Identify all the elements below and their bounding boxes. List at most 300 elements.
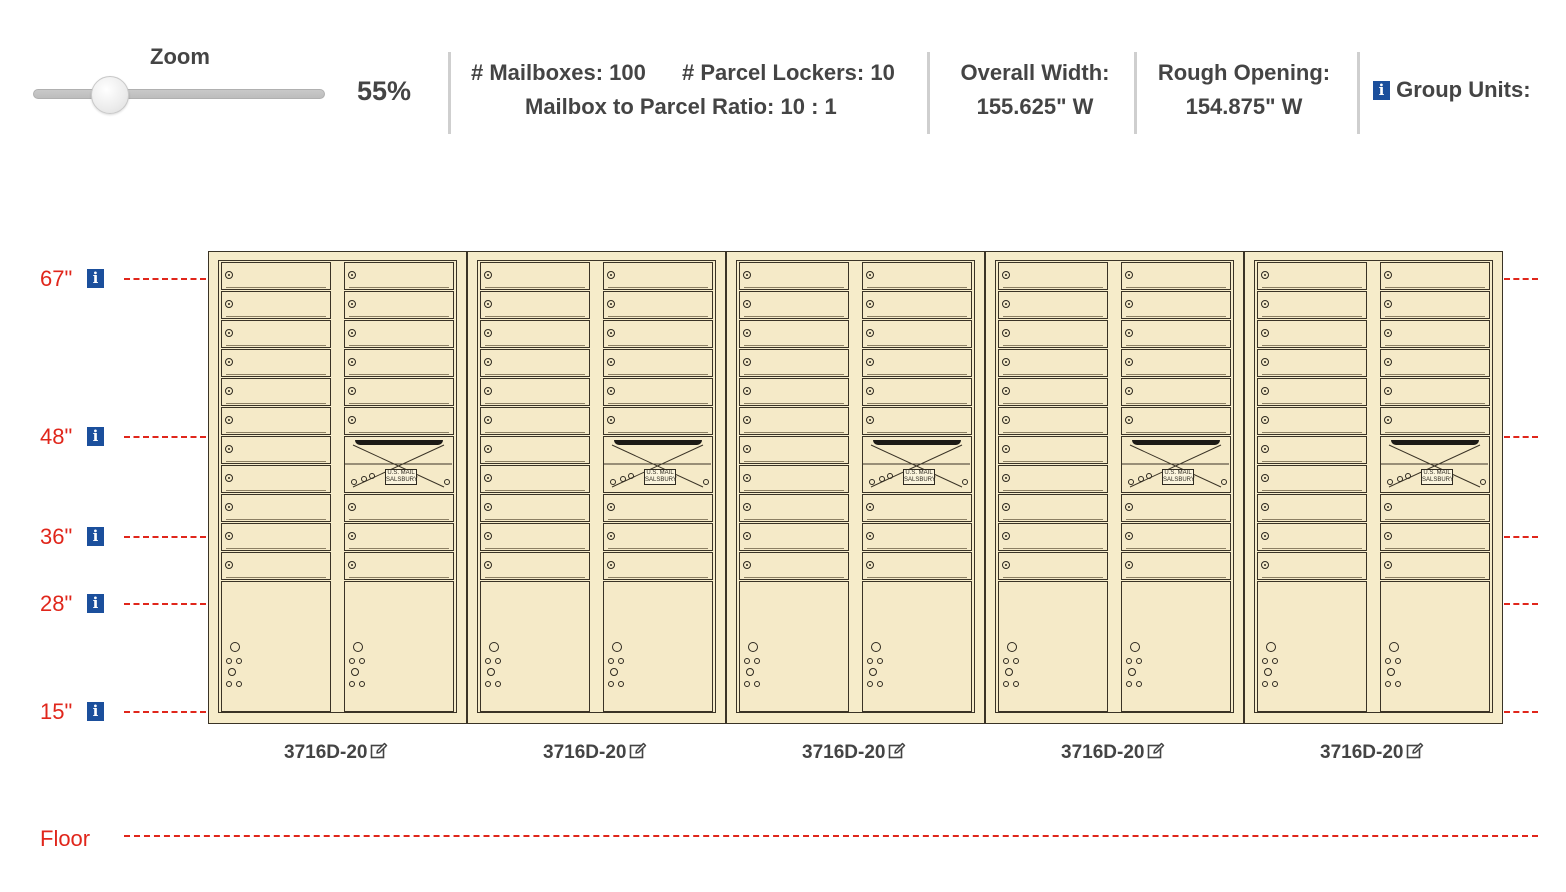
lock-icon (869, 668, 877, 676)
mailbox-door[interactable] (998, 552, 1108, 580)
mailbox-door[interactable] (1257, 494, 1367, 522)
mailbox-door[interactable] (998, 523, 1108, 551)
rivet-icon (1126, 681, 1132, 687)
mailbox-door[interactable] (1380, 494, 1490, 522)
mailbox-door[interactable] (739, 552, 849, 580)
header-divider (448, 52, 451, 134)
rivet-icon (1387, 479, 1393, 485)
lock-icon (1384, 416, 1392, 424)
rivet-icon (744, 681, 750, 687)
rivet-icon (1146, 473, 1152, 479)
mailbox-door[interactable] (1257, 552, 1367, 580)
mailbox-door[interactable] (998, 465, 1108, 493)
mailbox-door[interactable] (1380, 523, 1490, 551)
rivet-icon (867, 658, 873, 664)
unit-model-label[interactable] (1061, 742, 1165, 766)
floor-label: Floor (40, 826, 91, 851)
lock-icon (1384, 300, 1392, 308)
outgoing-mail-slot[interactable] (862, 436, 972, 493)
mailbox-door[interactable] (344, 378, 454, 406)
rivet-icon (236, 658, 242, 664)
info-icon[interactable]: i (1373, 81, 1390, 100)
mailbox-door[interactable] (1257, 465, 1367, 493)
lock-icon (1002, 561, 1010, 569)
mailbox-door[interactable] (221, 349, 331, 377)
mailbox-door[interactable] (998, 494, 1108, 522)
rivet-icon (1385, 681, 1391, 687)
mailbox-door[interactable] (603, 523, 713, 551)
us-mail-plate: U.S. MAIL SALSBURY (904, 470, 936, 483)
rivet-icon (485, 658, 491, 664)
mailbox-door[interactable] (1380, 349, 1490, 377)
mailbox-door[interactable] (221, 262, 331, 290)
rivet-icon (1262, 681, 1268, 687)
mailbox-door[interactable] (1121, 523, 1231, 551)
mailbox-unit[interactable] (985, 251, 1244, 724)
lock-icon (743, 358, 751, 366)
unit-model-label[interactable] (284, 742, 388, 766)
info-icon[interactable]: i (87, 527, 104, 546)
us-mail-plate: U.S. MAIL SALSBURY (1163, 470, 1195, 483)
lock-icon (225, 358, 233, 366)
lock-icon (607, 271, 615, 279)
mailbox-door[interactable] (344, 349, 454, 377)
lock-icon (484, 271, 492, 279)
lock-icon (484, 387, 492, 395)
overall-width-label: Overall Width: (960, 60, 1110, 85)
lock-icon (484, 503, 492, 511)
lock-icon (1384, 271, 1392, 279)
mailbox-door[interactable] (1257, 262, 1367, 290)
lock-icon (1125, 503, 1133, 511)
mailbox-unit[interactable] (1244, 251, 1503, 724)
lock-icon (484, 329, 492, 337)
parcel-locker-door[interactable] (998, 581, 1108, 712)
lock-icon (1261, 300, 1269, 308)
height-marker-label: 48" (40, 424, 73, 449)
info-icon[interactable]: i (87, 427, 104, 446)
lock-icon (225, 300, 233, 308)
mailbox-door[interactable] (221, 320, 331, 348)
lock-icon (348, 358, 356, 366)
rivet-icon (1013, 658, 1019, 664)
rivet-icon (1126, 658, 1132, 664)
mailbox-door[interactable] (221, 494, 331, 522)
info-icon[interactable]: i (87, 594, 104, 613)
lock-icon (1387, 668, 1395, 676)
mailbox-door[interactable] (480, 349, 590, 377)
lock-icon (1261, 329, 1269, 337)
lock-icon (225, 445, 233, 453)
lock-icon (1125, 329, 1133, 337)
rivet-icon (879, 476, 885, 482)
parcel-locker-door[interactable] (344, 581, 454, 712)
mailbox-door[interactable] (739, 320, 849, 348)
lock-icon (1261, 387, 1269, 395)
mailbox-door[interactable] (739, 523, 849, 551)
us-mail-plate: U.S. MAIL SALSBURY (386, 470, 418, 483)
mailbox-door[interactable] (862, 407, 972, 435)
mailbox-door[interactable] (1380, 291, 1490, 319)
mailbox-door[interactable] (998, 378, 1108, 406)
lock-icon (871, 642, 881, 652)
height-line (1504, 536, 1538, 538)
lock-icon (225, 329, 233, 337)
lock-icon (1384, 561, 1392, 569)
lock-icon (1261, 532, 1269, 540)
mailbox-door[interactable] (1257, 523, 1367, 551)
lock-icon (866, 329, 874, 337)
zoom-slider[interactable] (33, 89, 325, 99)
mailbox-unit[interactable] (467, 251, 726, 724)
unit-model-label[interactable] (1320, 742, 1424, 766)
mailbox-unit[interactable] (726, 251, 985, 724)
edit-icon[interactable] (1147, 742, 1165, 766)
rivet-icon (754, 681, 760, 687)
mailbox-door[interactable] (1380, 320, 1490, 348)
mailbox-door[interactable] (603, 494, 713, 522)
lock-icon (1130, 642, 1140, 652)
mailbox-door[interactable] (344, 552, 454, 580)
mailbox-door[interactable] (1121, 552, 1231, 580)
mailbox-door[interactable] (998, 262, 1108, 290)
mailbox-door[interactable] (862, 552, 972, 580)
lock-icon (1128, 668, 1136, 676)
rivet-icon (1395, 681, 1401, 687)
zoom-slider-thumb[interactable] (91, 76, 129, 114)
overall-width-value: 155.625" W (976, 94, 1094, 119)
rivet-icon (236, 681, 242, 687)
lock-icon (607, 300, 615, 308)
parcel-locker-door[interactable] (739, 581, 849, 712)
lock-icon (1384, 532, 1392, 540)
lock-icon (348, 561, 356, 569)
lock-icon (1266, 642, 1276, 652)
mailbox-door[interactable] (862, 378, 972, 406)
unit-model-text: 3716D-20 (284, 742, 368, 763)
mailbox-door[interactable] (739, 494, 849, 522)
rivet-icon (877, 681, 883, 687)
mailbox-door[interactable] (221, 523, 331, 551)
height-line (124, 278, 206, 280)
mailbox-door[interactable] (344, 262, 454, 290)
lock-icon (607, 561, 615, 569)
mailbox-door[interactable] (739, 262, 849, 290)
lock-icon (1261, 271, 1269, 279)
rivet-icon (1003, 658, 1009, 664)
rivet-icon (608, 681, 614, 687)
lock-icon (1007, 642, 1017, 652)
mailbox-door[interactable] (739, 349, 849, 377)
lock-icon (743, 300, 751, 308)
mailbox-door[interactable] (221, 291, 331, 319)
lock-icon (225, 474, 233, 482)
info-icon[interactable]: i (87, 702, 104, 721)
lock-icon (743, 271, 751, 279)
rivet-icon (226, 681, 232, 687)
unit-model-label[interactable] (543, 742, 647, 766)
height-line (1504, 603, 1538, 605)
edit-icon[interactable] (629, 742, 647, 766)
lock-icon (746, 668, 754, 676)
lock-icon (353, 642, 363, 652)
rivet-icon (1385, 658, 1391, 664)
rivet-icon (1272, 658, 1278, 664)
mailbox-door[interactable] (344, 407, 454, 435)
rivet-icon (495, 658, 501, 664)
height-marker-label: 15" (40, 699, 73, 724)
lock-icon (489, 642, 499, 652)
mailbox-door[interactable] (1257, 349, 1367, 377)
outgoing-mail-slot[interactable] (603, 436, 713, 493)
lock-icon (607, 503, 615, 511)
mailbox-door[interactable] (480, 320, 590, 348)
mailbox-door[interactable] (480, 291, 590, 319)
mailbox-door[interactable] (603, 262, 713, 290)
rivet-icon (1136, 681, 1142, 687)
lock-icon (484, 561, 492, 569)
rivet-icon (349, 658, 355, 664)
mailbox-door[interactable] (998, 436, 1108, 464)
rivet-icon (369, 473, 375, 479)
lock-icon (866, 271, 874, 279)
lock-icon (610, 668, 618, 676)
mailbox-door[interactable] (1121, 291, 1231, 319)
zoom-label: Zoom (150, 44, 210, 69)
header-divider (927, 52, 930, 134)
lock-icon (1002, 358, 1010, 366)
rivet-icon (359, 681, 365, 687)
mailbox-unit[interactable] (208, 251, 467, 724)
lock-icon (743, 474, 751, 482)
mailbox-door[interactable] (1257, 407, 1367, 435)
unit-model-text: 3716D-20 (1061, 742, 1145, 763)
parcel-locker-door[interactable] (603, 581, 713, 712)
mailbox-door[interactable] (480, 552, 590, 580)
rough-opening-value: 154.875" W (1185, 94, 1303, 119)
edit-icon[interactable] (370, 742, 388, 766)
lock-icon (484, 532, 492, 540)
lock-icon (1261, 445, 1269, 453)
mailbox-door[interactable] (862, 320, 972, 348)
floor-line (124, 835, 1538, 837)
mailbox-door[interactable] (603, 349, 713, 377)
edit-icon[interactable] (1406, 742, 1424, 766)
mailbox-door[interactable] (1121, 262, 1231, 290)
mailbox-door[interactable] (1121, 378, 1231, 406)
mailbox-door[interactable] (739, 465, 849, 493)
unit-model-text: 3716D-20 (802, 742, 886, 763)
lock-icon (225, 416, 233, 424)
rivet-icon (1272, 681, 1278, 687)
lock-icon (351, 668, 359, 676)
rivet-icon (1405, 473, 1411, 479)
info-icon[interactable]: i (87, 269, 104, 288)
lock-icon (743, 387, 751, 395)
parcel-locker-door[interactable] (1380, 581, 1490, 712)
mailbox-door[interactable] (1121, 320, 1231, 348)
mailbox-door[interactable] (1380, 552, 1490, 580)
mailbox-door[interactable] (739, 291, 849, 319)
lock-icon (484, 358, 492, 366)
mailbox-door[interactable] (862, 523, 972, 551)
mailbox-door[interactable] (221, 552, 331, 580)
mailbox-door[interactable] (480, 378, 590, 406)
rivet-icon (867, 681, 873, 687)
mailbox-door[interactable] (998, 349, 1108, 377)
mailbox-door[interactable] (603, 407, 713, 435)
lock-icon (1125, 561, 1133, 569)
rivet-icon (1003, 681, 1009, 687)
mailbox-door[interactable] (1380, 378, 1490, 406)
rivet-icon (1013, 681, 1019, 687)
parcel-locker-door[interactable] (1121, 581, 1231, 712)
lock-icon (348, 300, 356, 308)
unit-model-text: 3716D-20 (543, 742, 627, 763)
rivet-icon (485, 681, 491, 687)
outgoing-mail-slot[interactable] (1121, 436, 1231, 493)
height-line (124, 536, 206, 538)
rivet-icon (444, 479, 450, 485)
parcel-locker-door[interactable] (1257, 581, 1367, 712)
lock-icon (743, 561, 751, 569)
lock-icon (230, 642, 240, 652)
zoom-value: 55% (357, 76, 412, 106)
rivet-icon (618, 658, 624, 664)
mailbox-door[interactable] (221, 465, 331, 493)
height-line (1504, 278, 1538, 280)
rivet-icon (618, 681, 624, 687)
lock-icon (1384, 329, 1392, 337)
lock-icon (1389, 642, 1399, 652)
mailbox-door[interactable] (344, 320, 454, 348)
mailbox-door[interactable] (480, 494, 590, 522)
rivet-icon (744, 658, 750, 664)
parcel-locker-door[interactable] (862, 581, 972, 712)
rivet-icon (1397, 476, 1403, 482)
mailbox-door[interactable] (1257, 378, 1367, 406)
unit-model-label[interactable] (802, 742, 906, 766)
lock-icon (866, 561, 874, 569)
lock-icon (1002, 445, 1010, 453)
mailbox-door[interactable] (344, 494, 454, 522)
lock-icon (1384, 503, 1392, 511)
rivet-icon (754, 658, 760, 664)
mailbox-door[interactable] (1380, 262, 1490, 290)
mailbox-door[interactable] (1121, 494, 1231, 522)
mailbox-door[interactable] (480, 407, 590, 435)
lock-icon (1125, 416, 1133, 424)
lock-icon (743, 503, 751, 511)
lock-icon (866, 387, 874, 395)
rivet-icon (962, 479, 968, 485)
lock-icon (743, 445, 751, 453)
rivet-icon (359, 658, 365, 664)
group-units (1373, 77, 1531, 103)
group-units-label: Group Units: (1396, 77, 1531, 102)
lock-icon (607, 329, 615, 337)
mailbox-door[interactable] (739, 436, 849, 464)
lock-icon (1002, 271, 1010, 279)
mailbox-door[interactable] (221, 436, 331, 464)
lock-icon (348, 532, 356, 540)
lock-icon (1125, 387, 1133, 395)
lock-icon (1384, 358, 1392, 366)
parcel-locker-door[interactable] (221, 581, 331, 712)
outgoing-mail-slot[interactable] (344, 436, 454, 493)
rough-opening-label: Rough Opening: (1157, 60, 1331, 85)
height-marker-label: 36" (40, 524, 73, 549)
lock-icon (225, 271, 233, 279)
height-line (1504, 711, 1538, 713)
mailbox-door[interactable] (480, 436, 590, 464)
parcel-locker-door[interactable] (480, 581, 590, 712)
mailbox-door[interactable] (1121, 349, 1231, 377)
lock-icon (225, 503, 233, 511)
lock-icon (1002, 387, 1010, 395)
mailbox-door[interactable] (1380, 407, 1490, 435)
mailbox-door[interactable] (603, 552, 713, 580)
lock-icon (228, 668, 236, 676)
mailbox-door[interactable] (1257, 436, 1367, 464)
mailbox-door[interactable] (221, 378, 331, 406)
mailbox-door[interactable] (1257, 291, 1367, 319)
mailbox-door[interactable] (739, 378, 849, 406)
height-marker-label: 28" (40, 591, 73, 616)
lock-icon (743, 416, 751, 424)
mailbox-door[interactable] (480, 523, 590, 551)
rivet-icon (1262, 658, 1268, 664)
lock-icon (607, 532, 615, 540)
rivet-icon (349, 681, 355, 687)
mailbox-door[interactable] (344, 523, 454, 551)
mailbox-door[interactable] (480, 262, 590, 290)
lock-icon (1125, 358, 1133, 366)
lock-icon (348, 416, 356, 424)
lock-icon (225, 532, 233, 540)
lock-icon (225, 387, 233, 395)
mailbox-door[interactable] (344, 291, 454, 319)
mailbox-door[interactable] (480, 465, 590, 493)
parcel-locker-count: # Parcel Lockers: 10 (682, 60, 895, 85)
lock-icon (1002, 300, 1010, 308)
mailbox-door[interactable] (603, 291, 713, 319)
lock-icon (866, 358, 874, 366)
mailbox-door[interactable] (1121, 407, 1231, 435)
mailbox-door[interactable] (998, 407, 1108, 435)
mailbox-door[interactable] (603, 320, 713, 348)
mailbox-door[interactable] (998, 320, 1108, 348)
mailbox-door[interactable] (603, 378, 713, 406)
mailbox-door[interactable] (862, 262, 972, 290)
rivet-icon (1138, 476, 1144, 482)
mailbox-door[interactable] (739, 407, 849, 435)
outgoing-mail-slot[interactable] (1380, 436, 1490, 493)
mailbox-door[interactable] (862, 349, 972, 377)
height-line (124, 711, 206, 713)
mailbox-door[interactable] (862, 291, 972, 319)
mailbox-door[interactable] (221, 407, 331, 435)
rivet-icon (1136, 658, 1142, 664)
edit-icon[interactable] (888, 742, 906, 766)
mailbox-door[interactable] (1257, 320, 1367, 348)
mailbox-door[interactable] (862, 494, 972, 522)
us-mail-plate: U.S. MAIL SALSBURY (645, 470, 677, 483)
lock-icon (612, 642, 622, 652)
lock-icon (1002, 474, 1010, 482)
mailbox-door[interactable] (998, 291, 1108, 319)
rivet-icon (887, 473, 893, 479)
